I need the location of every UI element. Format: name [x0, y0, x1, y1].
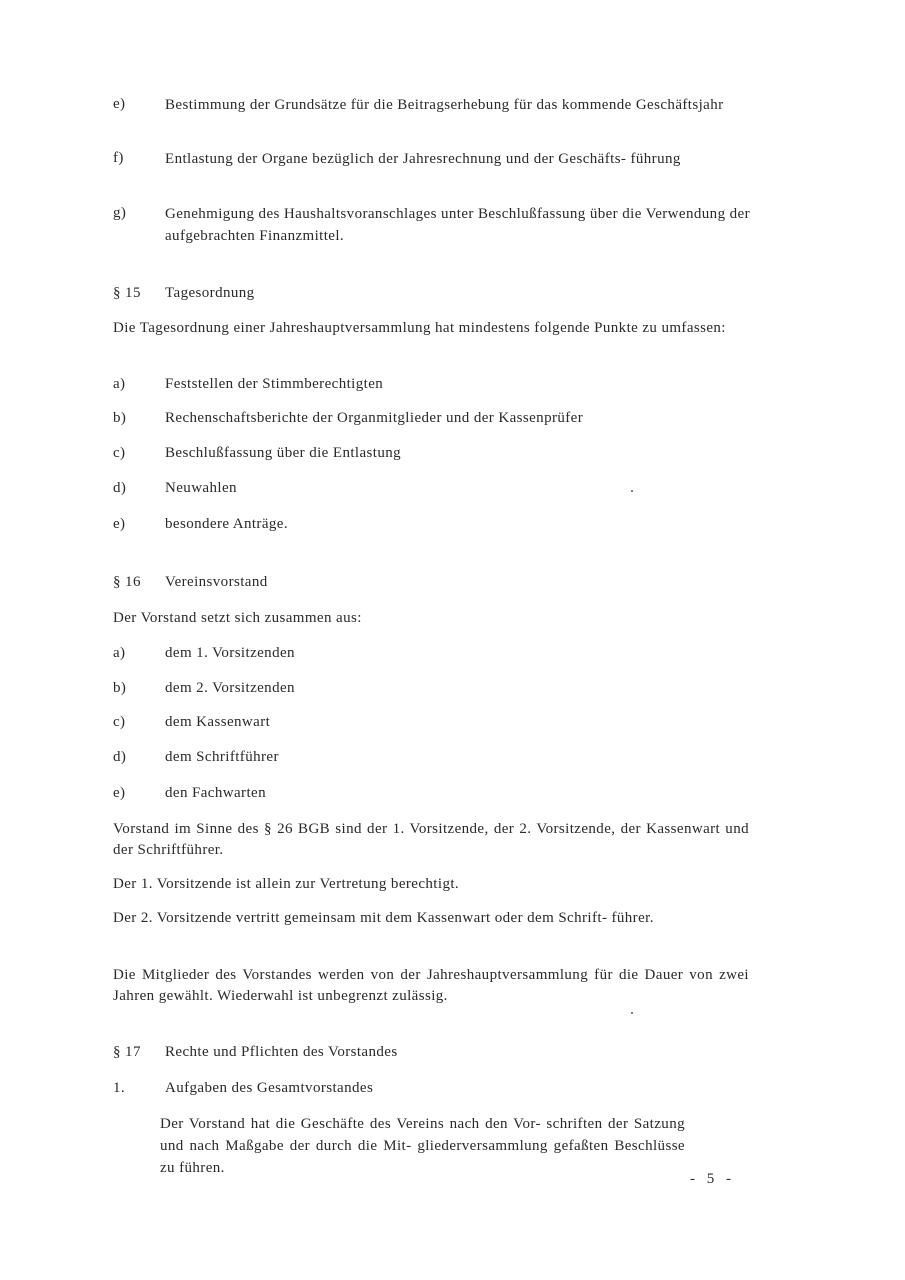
list-item-text: Neuwahlen	[165, 480, 237, 496]
page-number: - 5 -	[690, 1171, 735, 1187]
list-item-text: dem 1. Vorsitzenden	[165, 645, 295, 661]
list-item-text: Bestimmung der Grundsätze für die Beitragserhebung für das kommende Geschäftsjahr	[165, 97, 724, 113]
list-item-text: Beschlußfassung über die Entlastung	[165, 445, 402, 461]
paragraph: Die Mitglieder des Vorstandes werden von der Jahreshauptversammlung für die Dauer von zwei Jahren gewählt. Wiederwahl ist unbegrenzt zulässig.	[113, 967, 749, 1004]
list-item-text: besondere Anträge.	[165, 516, 288, 532]
list-item-text: dem 2. Vorsitzenden	[165, 680, 295, 696]
scan-speck	[631, 490, 633, 492]
section-number: § 15	[113, 285, 141, 301]
list-label: b)	[113, 410, 127, 426]
list-label: d)	[113, 480, 127, 496]
list-label: e)	[113, 96, 126, 112]
list-label: g)	[113, 205, 127, 221]
list-label: a)	[113, 376, 126, 392]
section-title: Vereinsvorstand	[165, 574, 268, 590]
list-label: f)	[113, 150, 124, 166]
list-item-text: Rechenschaftsberichte der Organmitglieder und der Kassenprüfer	[165, 410, 584, 426]
list-item-text: den Fachwarten	[165, 785, 266, 801]
section-title: Tagesordnung	[165, 285, 255, 301]
section-heading-16	[113, 574, 268, 591]
list-item-text: dem Schriftführer	[165, 749, 279, 765]
list-label: c)	[113, 445, 126, 461]
subsection-label: 1.	[113, 1080, 126, 1096]
list-item-text: Entlastung der Organe bezüglich der Jahresrechnung und der Geschäfts- führung	[165, 151, 681, 167]
section-title: Rechte und Pflichten des Vorstandes	[165, 1044, 398, 1060]
paragraph: Der 2. Vorsitzende vertritt gemeinsam mit dem Kassenwart oder dem Schrift- führer.	[113, 910, 654, 926]
list-item-text: Genehmigung des Haushaltsvoranschlages unter Beschlußfassung über die Verwendung der aufgebrachten Finanzmittel.	[165, 206, 750, 244]
list-label: d)	[113, 749, 127, 765]
list-item-text: dem Kassenwart	[165, 714, 271, 730]
section-heading-15	[113, 285, 255, 302]
paragraph: Vorstand im Sinne des § 26 BGB sind der 1. Vorsitzende, der 2. Vorsitzende, der Kassenwart und der Schriftführer.	[113, 821, 749, 858]
list-label: e)	[113, 785, 126, 801]
list-label: b)	[113, 680, 127, 696]
paragraph: Der 1. Vorsitzende ist allein zur Vertretung berechtigt.	[113, 876, 460, 892]
list-label: a)	[113, 645, 126, 661]
list-label: e)	[113, 516, 126, 532]
subsection-title: Aufgaben des Gesamtvorstandes	[165, 1080, 374, 1096]
subsection-text: Der Vorstand hat die Geschäfte des Vereins nach den Vor- schriften der Satzung und nach Maßgabe der durch die Mit- gliederversammlung gefaßten Beschlüsse zu führen.	[160, 1116, 685, 1176]
section-intro: Der Vorstand setzt sich zusammen aus:	[113, 610, 362, 626]
section-intro: Die Tagesordnung einer Jahreshauptversammlung hat mindestens folgende Punkte zu umfassen:	[113, 320, 726, 336]
section-heading-17	[113, 1044, 398, 1061]
section-number: § 16	[113, 574, 141, 590]
list-label: c)	[113, 714, 126, 730]
section-number: § 17	[113, 1044, 141, 1060]
scan-speck	[631, 1012, 633, 1014]
list-item-text: Feststellen der Stimmberechtigten	[165, 376, 384, 392]
